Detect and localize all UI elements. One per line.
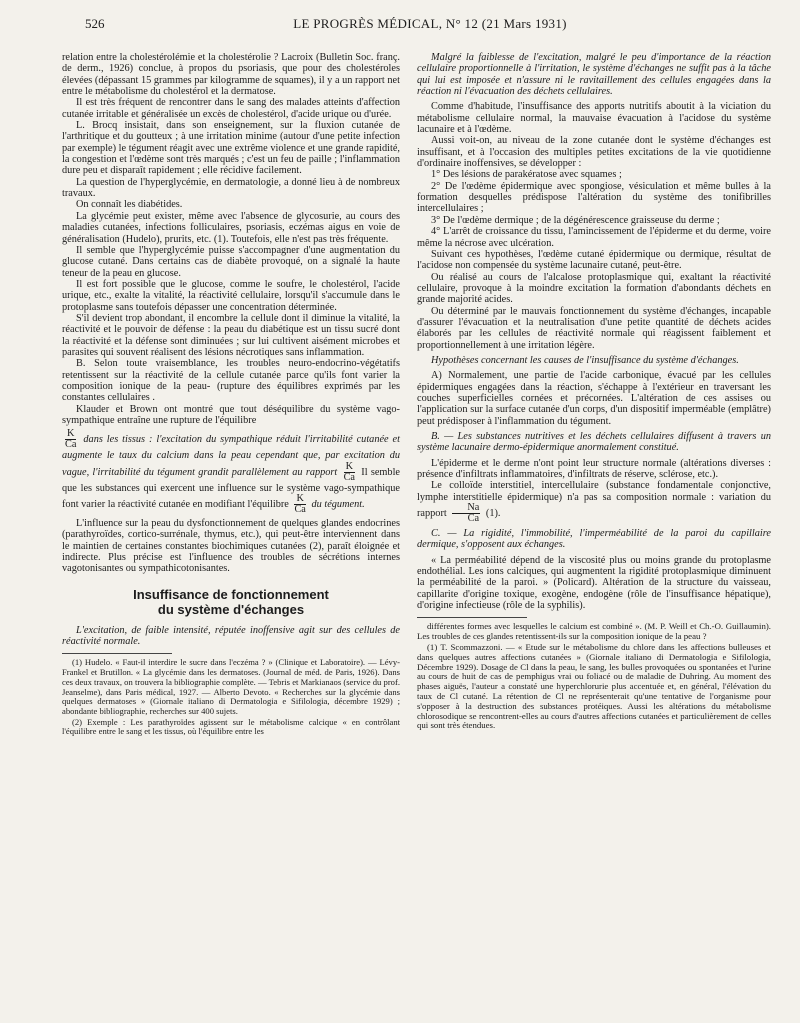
fraction-na-ca: $\frac{Na}{Ca}$: [452, 503, 480, 524]
list-item: 3° De l'œdème dermique ; de la dégénérescence graisseuse du derme ;: [431, 214, 720, 226]
fraction-k-ca-3: $\frac{K}{Ca}$: [294, 493, 306, 516]
fraction-k-ca: $\frac{K}{Ca}$: [65, 428, 77, 451]
paragraph: « La perméabilité dépend de la viscosité plus ou moins grande du protoplasme endothélial. Les ions calciques, qui augmentent la rigidité protoplasmique diminuent la perméabilité de la paroi. » (Policard). Altération de la structure du vaisseau, capillarite d'origine toxique, exogène, endogène (rôle de l'insuffisance hépatique), d'origine infectieuse (rôle de la syphilis).: [417, 554, 771, 612]
footnote: différentes formes avec lesquelles le calcium est combiné ». (M. P. Weill et Ch.-O. Guillaumin). Les troubles de ces glandes retentissent-ils sur la composition ionique de la peau ?: [417, 621, 771, 642]
paragraph: B. Selon toute vraisemblance, les troubles neuro-endocrino-végétatifs retentissent sur la réactivité de la cellule cutanée parce qu'ils font varier la composition ionique de la peau- (rupture des équilibres exprimés par les constantes cellulaires .: [62, 358, 400, 404]
list-item: 1° Des lésions de parakératose avec squames ;: [431, 169, 622, 181]
right-column: [417, 52, 771, 732]
page-header: [85, 16, 775, 34]
paragraph-continued: Il semble que les substances qui exercent une influence sur le système vago-sympathique font varier la réactivité cutanée en modifiant l'équilibre: [62, 466, 400, 510]
fraction-k-ca-2: $\frac{K}{Ca}$: [343, 460, 356, 483]
paragraph: L'influence sur la peau du dysfonctionnement de quelques glandes endocrines (parathyroïdes, cortico-surrénale, thymus, etc.), qui peut-être interviennent dans le maintien de certaines constantes biochimiques cutanées (2), paraît éloignée et indirecte. Plus précise est l'influence des troubles de sécrétions internes vagotonisantes ou sympathicotonisantes.: [62, 518, 400, 575]
paragraph: Il est fort possible que le glucose, comme le soufre, le cholestérol, l'acide urique, etc., exalte la vitalité, la réactivité cellulaire, lorsqu'il s'accumule dans le protoplasme sans toutefois dépasser une concentration déterminée.: [62, 278, 400, 313]
footnotes: [62, 658, 400, 737]
paragraph: A) Normalement, une partie de l'acide carbonique, évacué par les cellules épidermiques engagées dans la réaction, s'échappe à l'extérieur en traversant les couches superficielles cornées et précornées. L'altération de ces assises ou l'application sur la surface cutanée d'un corps, d'un dispositif imperméable (emplâtre) peut prédisposer à l'inflammation du tégument.: [417, 370, 771, 427]
paragraph: Klauder et Brown ont montré que tout déséquilibre du système vago-sympathique entraîne une rupture de l'équilibre: [62, 403, 400, 426]
paragraph: Ou déterminé par le mauvais fonctionnement du système d'échanges, incapable d'assurer l'évacuation et la neutralisation d'une petite quantité de déchets acides élaborés par les cellules de réactivité normale qui réagissent faiblement et proportionnellement à une irritation légère.: [417, 305, 771, 351]
paragraph-continued: du tégument.: [311, 498, 365, 510]
page-number: 526: [85, 16, 105, 31]
footnote-divider: [62, 653, 172, 654]
paragraph-continued: dans les tissus : l'excitation du sympathique réduit l'irritabilité cutanée et augmente le taux du calcium dans la peau cependant que, par excitation du vague, l'irritabilité du tégument grandit parallèlement au rapport: [62, 434, 400, 478]
paragraph: L'épiderme et le derme n'ont point leur structure normale (altérations diverses : présence d'infiltrats inflammatoires, d'infiltrats de réserve, sclérose, etc.).: [417, 457, 771, 481]
footnote-divider: [417, 617, 527, 618]
footnotes: [417, 622, 771, 731]
paragraph: La glycémie peut exister, même avec l'absence de glycosurie, au cours des maladies cutanées, infections folliculaires, psoriasis, eczémas aigus en voie de généralisation (Hudelo), prurits, etc. (1). Toutefois, elle n'est pas très fréquente.: [62, 210, 400, 245]
paragraph: La question de l'hyperglycémie, en dermatologie, a donné lieu à de nombreux travaux.: [62, 176, 400, 200]
paragraph: Ou réalisé au cours de l'alcalose protoplasmique qui, exaltant la réactivité cellulaire, provoque à la moindre excitation la formation d'abondants déchets en grande majorité acides.: [417, 271, 771, 306]
section-title: Insuffisance de fonctionnement du système d'échanges: [133, 586, 329, 617]
list-item: 2° De l'œdème épidermique avec spongiose, vésiculation et même bulles à la formation desquelles prédispose l'altération du système des tonifibrilles intercellulaires ;: [417, 180, 771, 215]
paragraph: C. — La rigidité, l'immobilité, l'imperméabilité de la paroi du capillaire dermique, s'opposent aux échanges.: [417, 528, 771, 551]
paragraph: Suivant ces hypothèses, l'œdème cutané épidermique ou dermique, résultat de l'acidose non compensée du système lacunaire cutané, peut-être.: [417, 248, 771, 272]
footnote: (1) Hudelo. « Faut-il interdire le sucre dans l'eczéma ? » (Clinique et Laboratoire). — Lévy-Frankel et Brutillon. « La glycémie dans les dermatoses. (Journal de méd. de Paris, 1926). Dans ces deux travaux, on trouvera la bibliographie complète. — Tebris et Markianaos (service du prof. Jeanselme), dans Paris médical, 1927. — Alberto Devoto. « Recherches sur la glycémie dans quelques dermatoses » (Giornale italiano di Dermatologia e Sifilologia, décembre 1929) ; abondante bibliographie, recherches sur 400 sujets.: [62, 657, 400, 716]
section-intro: L'excitation, de faible intensité, réputée inoffensive agit sur des cellules de réactivité normale.: [62, 624, 400, 648]
paragraph: S'il devient trop abondant, il encombre la cellule dont il diminue la vitalité, la réactivité et le pouvoir de défense : la peau du diabétique est un tissu sucré dont la réactivité et la défense sont diminuées ; sur lui cultivent aisément microbes et parasites qui souvent réalisent des lésions nécrotiques sans inflammation.: [62, 312, 400, 358]
formula-line: [62, 429, 400, 515]
paragraph: relation entre la cholestérolémie et la cholestérolie ? Lacroix (Bulletin Soc. franç. de derm., 1926) conclue, à propos du psoriasis, que pour des cholestéroles élevées (dépassant 15 grammes par kilogramme de squames), il y a un rapport net entre le métabolisme du cholestérol et la dermatose.: [62, 52, 400, 98]
paragraph: Il semble que l'hyperglycémie puisse s'accompagner d'une augmentation du glucose cutané. Dans certains cas de diabète provoqué, on a signalé la haute teneur de la peau en glucose.: [62, 244, 400, 279]
paragraph: On connaît les diabétides.: [76, 199, 183, 211]
paragraph: B. — Les substances nutritives et les déchets cellulaires diffusent à travers un système lacunaire dermo-épidermique anormalement constitué.: [417, 431, 771, 454]
left-column: [62, 52, 400, 738]
paragraph: L. Brocq insistait, dans son enseignement, sur la fluxion cutanée de l'arthritique et du goutteux ; à une irritation minime (autour d'une petite infection par exemple) le tégument réagit avec une extrême violence et une grande rapidité, la congestion et l'œdème sont très marqués ; c'est un feu de paille ; l'inflammation dure peu et disparaît rapidement ; elle récidive facilement.: [62, 120, 400, 177]
paragraph: Aussi voit-on, au niveau de la zone cutanée dont le système d'échanges est insuffisant, et à l'occasion des multiples petites excitations de la vie quotidienne d'ordinaire inoffensives, se développer :: [417, 135, 771, 170]
footnote: (2) Exemple : Les parathyroïdes agissent sur le métabolisme calcique « en contrôlant l'équilibre entre le sang et les tissus, où l'équilibre entre les: [62, 716, 400, 737]
paragraph: Le colloïde interstitiel, intercellulaire (substance fondamentale conjonctive, lymphe interstitielle épidermique) n'a pas sa composition normale : variation du rapport $\frac{Na}{Ca}$ (1).: [417, 480, 771, 525]
subheading: Hypothèses concernant les causes de l'insuffisance du système d'échanges.: [431, 354, 739, 366]
journal-title: LE PROGRÈS MÉDICAL, N° 12 (21 Mars 1931): [293, 16, 567, 31]
paragraph: Comme d'habitude, l'insuffisance des apports nutritifs aboutit à la viciation du métabolisme cellulaire normal, la mauvaise évacuation à l'acidose du système lacunaire et à l'œdème.: [417, 101, 771, 136]
footnote: (1) T. Scommazzoni. — « Etude sur le métabolisme du chlore dans les affections bulleuses et dans quelques autres affections cutanées » (Giornale italiano di Dermatologia e Sifilologia, Décembre 1929). Dosage de Cl dans la peau, le sang, les bulles provoquées ou spontanées et l'urine au cours de huit de cas de pemphigus vrai ou foliacé ou de maladie de Duhring. Au moment des phases aiguës, l'auteur a constaté une hyperchlorurie plus accentuée et, en général, l'élévation du taux de Cl cutané. La rétention de Cl ne représenterait qu'une tentative de l'organisme pour s'opposer à la destruction des substances protéiques. Aussi les altérations du métabolisme chlorosodique se rencontrent-elles au cours d'autres affections cutanées et particulièrement de celles qui sont très étendues.: [417, 642, 771, 731]
paragraph: Malgré la faiblesse de l'excitation, malgré le peu d'importance de la réaction cellulaire proportionnelle à l'irritation, le système d'échanges ne suffit pas à la tâche qui lui est imposée et n'assure ni le ravitaillement des cellules engagées dans la réaction ni l'évacuation des déchets cellulaires.: [417, 52, 771, 98]
list-item: 4° L'arrêt de croissance du tissu, l'amincissement de l'épiderme et du derme, voire même la nécrose avec ulcération.: [417, 226, 771, 249]
paragraph: Il est très fréquent de rencontrer dans le sang des malades atteints d'affection cutanée irritable et généralisée un excès de cholestérol, d'acide urique ou d'urée.: [62, 97, 400, 120]
